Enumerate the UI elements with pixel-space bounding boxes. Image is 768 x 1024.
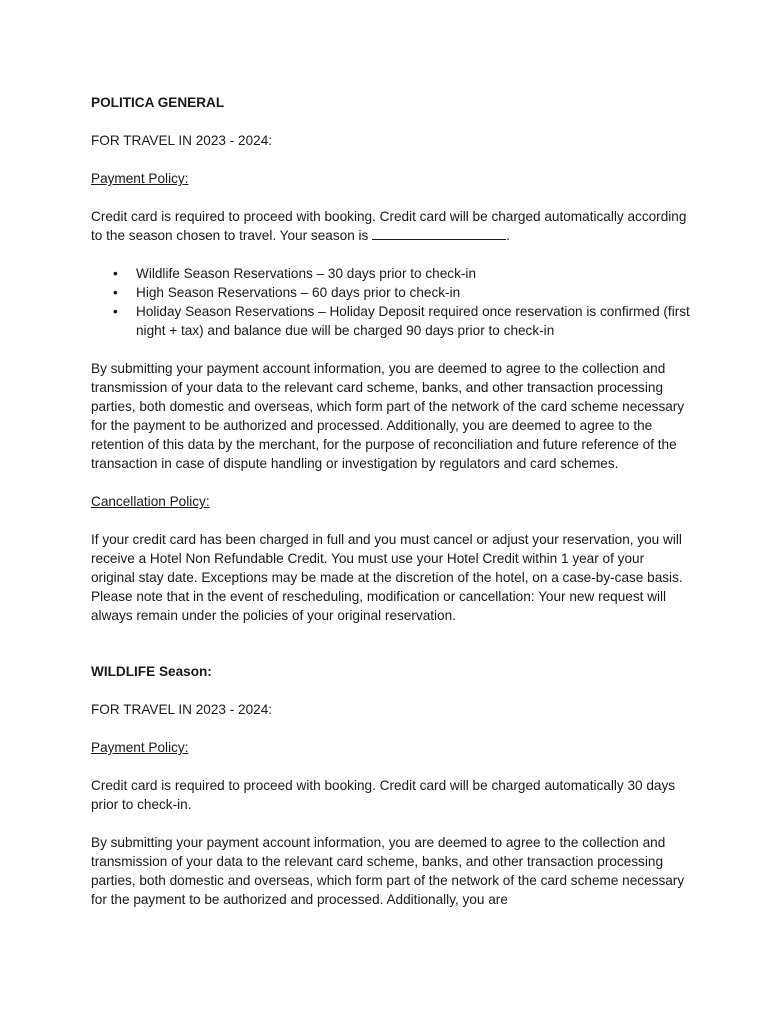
season-reservations-list bbox=[91, 264, 691, 340]
section-title-wildlife-season: WILDLIFE Season: bbox=[91, 664, 212, 679]
document-body bbox=[91, 93, 691, 909]
payment-policy-text: Credit card is required to proceed with booking. Credit card will be charged automatically 30 days prior to check-in. bbox=[91, 778, 676, 812]
list-item: • High Season Reservations – 60 days prior to check-in bbox=[91, 283, 691, 302]
travel-period: FOR TRAVEL IN 2023 - 2024: bbox=[91, 133, 273, 148]
payment-policy-text-main: Credit card is required to proceed with booking. Credit card will be charged automatically according to the season chosen to travel. Your season is bbox=[91, 209, 687, 243]
section-title-politica-general: POLITICA GENERAL bbox=[91, 95, 225, 110]
payment-policy-text bbox=[91, 207, 691, 245]
cancellation-policy-text: If your credit card has been charged in full and you must cancel or adjust your reservation, you will receive a Hotel Non Refundable Credit. You must use your Hotel Credit within 1 year of your original stay date. Exceptions may be made at the discretion of the hotel, on a case-by-case basis. Please note that in the event of rescheduling, modification or cancellation: Your new request will always remain under the policies of your original reservation. bbox=[91, 532, 683, 623]
payment-policy-label: Payment Policy: bbox=[91, 171, 189, 186]
data-consent-paragraph: By submitting your payment account information, you are deemed to agree to the collection and transmission of your data to the relevant card scheme, banks, and other transaction processing parties, both domestic and overseas, which form part of the network of the card scheme necessary for the payment to be authorized and processed. Additionally, you are deemed to agree to the retention of this data by the merchant, for the purpose of reconciliation and future reference of the transaction in case of dispute handling or investigation by regulators and card schemes. bbox=[91, 361, 685, 471]
list-item: • Holiday Season Reservations – Holiday Deposit required once reservation is confirmed (first night + tax) and balance due will be charged 90 days prior to check-in bbox=[91, 302, 691, 340]
travel-period: FOR TRAVEL IN 2023 - 2024: bbox=[91, 702, 273, 717]
list-item: • Wildlife Season Reservations – 30 days prior to check-in bbox=[91, 264, 691, 283]
payment-policy-text-end: . bbox=[506, 228, 510, 243]
data-consent-paragraph: By submitting your payment account information, you are deemed to agree to the collection and transmission of your data to the relevant card scheme, banks, and other transaction processing parties, both domestic and overseas, which form part of the network of the card scheme necessary for the payment to be authorized and processed. Additionally, you are bbox=[91, 835, 685, 907]
season-blank-field bbox=[372, 226, 506, 240]
cancellation-policy-label: Cancellation Policy: bbox=[91, 494, 210, 509]
payment-policy-label: Payment Policy: bbox=[91, 740, 189, 755]
